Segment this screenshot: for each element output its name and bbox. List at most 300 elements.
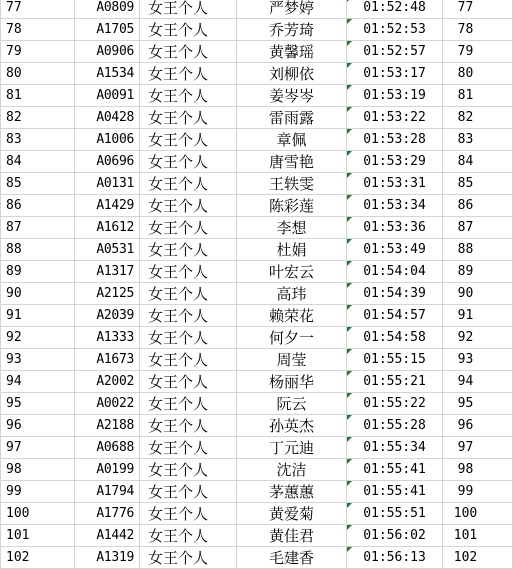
error-indicator-icon (347, 415, 352, 420)
bib-id-cell[interactable] (75, 41, 140, 63)
finish-time-cell[interactable] (347, 283, 443, 305)
finish-time-text: 01:53:49 (363, 242, 426, 257)
runner-name-text: 黄佳君 (268, 527, 314, 545)
row-number-text: 94 (6, 374, 22, 389)
category-text: 女王个人 (148, 373, 209, 391)
rank-cell[interactable] (443, 283, 513, 305)
table-row (1, 547, 513, 569)
rank-text: 97 (457, 440, 474, 455)
finish-time-cell[interactable] (347, 107, 443, 129)
runner-name-text: 高玮 (276, 285, 307, 303)
finish-time-text: 01:52:57 (363, 44, 426, 59)
runner-name-text: 周莹 (276, 351, 307, 369)
finish-time-cell[interactable] (347, 129, 443, 151)
category-cell[interactable] (140, 195, 237, 217)
finish-time-text: 01:56:13 (363, 550, 426, 565)
finish-time-text: 01:54:04 (363, 264, 426, 279)
error-indicator-icon (347, 327, 352, 332)
category-cell[interactable] (140, 327, 237, 349)
category-cell[interactable] (140, 305, 237, 327)
finish-time-cell[interactable] (347, 305, 443, 327)
category-cell[interactable] (140, 481, 237, 503)
category-cell[interactable] (140, 41, 237, 63)
runner-name-text: 陈彩莲 (268, 197, 314, 215)
category-cell[interactable] (140, 217, 237, 239)
row-number-cell[interactable] (1, 283, 75, 305)
runner-name-cell[interactable] (237, 459, 347, 481)
runner-name-cell[interactable] (237, 481, 347, 503)
finish-time-cell[interactable] (347, 503, 443, 525)
row-number-cell[interactable] (1, 217, 75, 239)
rank-cell[interactable] (443, 129, 513, 151)
row-number-text: 82 (6, 110, 22, 125)
category-cell[interactable] (140, 525, 237, 547)
finish-time-cell[interactable] (347, 371, 443, 393)
bib-id-cell[interactable] (75, 217, 140, 239)
finish-time-cell[interactable] (347, 415, 443, 437)
bib-id-text: A1776 (96, 506, 134, 521)
runner-name-cell[interactable] (237, 261, 347, 283)
bib-id-cell[interactable] (75, 481, 140, 503)
bib-id-cell[interactable] (75, 393, 140, 415)
error-indicator-icon (347, 305, 352, 310)
error-indicator-icon (347, 129, 352, 134)
finish-time-text: 01:55:51 (363, 506, 426, 521)
error-indicator-icon (347, 195, 352, 200)
error-indicator-icon (347, 393, 352, 398)
category-text: 女王个人 (148, 307, 209, 325)
bib-id-cell[interactable] (75, 19, 140, 41)
finish-time-text: 01:52:48 (363, 0, 426, 15)
category-text: 女王个人 (148, 329, 209, 347)
row-number-cell[interactable] (1, 371, 75, 393)
rank-cell[interactable] (443, 327, 513, 349)
bib-id-cell[interactable] (75, 239, 140, 261)
bib-id-text: A1319 (96, 550, 134, 565)
bib-id-cell[interactable] (75, 261, 140, 283)
runner-name-cell[interactable] (237, 107, 347, 129)
bib-id-cell[interactable] (75, 327, 140, 349)
rank-cell[interactable] (443, 85, 513, 107)
finish-time-text: 01:53:31 (363, 176, 426, 191)
row-number-text: 90 (6, 286, 22, 301)
finish-time-text: 01:53:29 (363, 154, 426, 169)
bib-id-cell[interactable] (75, 151, 140, 173)
rank-cell[interactable] (443, 305, 513, 327)
runner-name-text: 毛建香 (268, 549, 314, 567)
finish-time-cell[interactable] (347, 437, 443, 459)
category-cell[interactable] (140, 283, 237, 305)
category-text: 女王个人 (148, 461, 209, 479)
category-cell[interactable] (140, 349, 237, 371)
bib-id-cell[interactable] (75, 459, 140, 481)
row-number-cell[interactable] (1, 547, 75, 569)
table-row (1, 459, 513, 481)
category-cell[interactable] (140, 239, 237, 261)
runner-name-cell[interactable] (237, 195, 347, 217)
category-text: 女王个人 (148, 153, 209, 171)
rank-cell[interactable] (443, 415, 513, 437)
bib-id-cell[interactable] (75, 173, 140, 195)
row-number-cell[interactable] (1, 415, 75, 437)
row-number-cell[interactable] (1, 151, 75, 173)
table-row (1, 437, 513, 459)
bib-id-text: A2002 (96, 374, 134, 389)
bib-id-cell[interactable] (75, 437, 140, 459)
bib-id-cell[interactable] (75, 415, 140, 437)
bib-id-text: A1612 (96, 220, 134, 235)
error-indicator-icon (347, 261, 352, 266)
finish-time-text: 01:54:58 (363, 330, 426, 345)
runner-name-cell[interactable] (237, 349, 347, 371)
rank-text: 96 (457, 418, 474, 433)
bib-id-cell[interactable] (75, 305, 140, 327)
bib-id-cell[interactable] (75, 63, 140, 85)
rank-text: 100 (453, 506, 478, 521)
error-indicator-icon (347, 63, 352, 68)
rank-text: 79 (457, 44, 474, 59)
bib-id-text: A1006 (96, 132, 134, 147)
finish-time-cell[interactable] (347, 459, 443, 481)
table-row (1, 305, 513, 327)
rank-cell[interactable] (443, 371, 513, 393)
runner-name-cell[interactable] (237, 217, 347, 239)
finish-time-cell[interactable] (347, 217, 443, 239)
category-cell[interactable] (140, 459, 237, 481)
row-number-text: 84 (6, 154, 22, 169)
rank-cell[interactable] (443, 261, 513, 283)
rank-text: 95 (457, 396, 474, 411)
runner-name-text: 杨丽华 (268, 373, 314, 391)
runner-name-cell[interactable] (237, 41, 347, 63)
rank-cell[interactable] (443, 41, 513, 63)
finish-time-cell[interactable] (347, 261, 443, 283)
error-indicator-icon (347, 107, 352, 112)
category-text: 女王个人 (148, 43, 209, 61)
row-number-cell[interactable] (1, 85, 75, 107)
bib-id-cell[interactable] (75, 283, 140, 305)
finish-time-cell[interactable] (347, 393, 443, 415)
rank-text: 99 (457, 484, 474, 499)
runner-name-cell[interactable] (237, 19, 347, 41)
bib-id-text: A2039 (96, 308, 134, 323)
row-number-cell[interactable] (1, 349, 75, 371)
category-text: 女王个人 (148, 21, 209, 39)
rank-text: 83 (457, 132, 474, 147)
runner-name-text: 刘柳依 (268, 65, 314, 83)
category-cell[interactable] (140, 371, 237, 393)
bib-id-cell[interactable] (75, 503, 140, 525)
category-cell[interactable] (140, 261, 237, 283)
bib-id-cell[interactable] (75, 85, 140, 107)
row-number-cell[interactable] (1, 239, 75, 261)
row-number-cell[interactable] (1, 129, 75, 151)
row-number-text: 100 (6, 506, 30, 521)
rank-text: 93 (457, 352, 474, 367)
bib-id-text: A0131 (96, 176, 134, 191)
error-indicator-icon (347, 481, 352, 486)
bib-id-cell[interactable] (75, 129, 140, 151)
row-number-cell[interactable] (1, 0, 75, 19)
finish-time-text: 01:54:39 (363, 286, 426, 301)
bib-id-text: A0531 (96, 242, 134, 257)
category-text: 女王个人 (148, 65, 209, 83)
category-text: 女王个人 (148, 505, 209, 523)
category-cell[interactable] (140, 437, 237, 459)
category-text: 女王个人 (148, 197, 209, 215)
runner-name-text: 雷雨露 (268, 109, 314, 127)
category-text: 女王个人 (148, 395, 209, 413)
bib-id-text: A1442 (96, 528, 134, 543)
finish-time-text: 01:54:57 (363, 308, 426, 323)
category-text: 女王个人 (148, 285, 209, 303)
category-cell[interactable] (140, 151, 237, 173)
runner-name-text: 阮云 (276, 395, 307, 413)
error-indicator-icon (347, 371, 352, 376)
category-cell[interactable] (140, 63, 237, 85)
rank-text: 81 (457, 88, 474, 103)
row-number-cell[interactable] (1, 41, 75, 63)
bib-id-cell[interactable] (75, 0, 140, 19)
rank-cell[interactable] (443, 195, 513, 217)
row-number-text: 101 (6, 528, 30, 543)
runner-name-cell[interactable] (237, 129, 347, 151)
rank-cell[interactable] (443, 107, 513, 129)
category-cell[interactable] (140, 415, 237, 437)
row-number-text: 102 (6, 550, 30, 565)
finish-time-cell[interactable] (347, 63, 443, 85)
rank-cell[interactable] (443, 437, 513, 459)
rank-text: 77 (457, 0, 474, 15)
bib-id-text: A1333 (96, 330, 134, 345)
rank-cell[interactable] (443, 393, 513, 415)
runner-name-cell[interactable] (237, 327, 347, 349)
table-row (1, 129, 513, 151)
error-indicator-icon (347, 525, 352, 530)
runner-name-cell[interactable] (237, 63, 347, 85)
rank-cell[interactable] (443, 239, 513, 261)
finish-time-cell[interactable] (347, 19, 443, 41)
bib-id-cell[interactable] (75, 547, 140, 569)
finish-time-cell[interactable] (347, 41, 443, 63)
runner-name-cell[interactable] (237, 393, 347, 415)
rank-cell[interactable] (443, 503, 513, 525)
runner-name-cell[interactable] (237, 85, 347, 107)
category-cell[interactable] (140, 503, 237, 525)
finish-time-text: 01:53:22 (363, 110, 426, 125)
row-number-cell[interactable] (1, 63, 75, 85)
rank-text: 102 (453, 550, 478, 565)
finish-time-cell[interactable] (347, 481, 443, 503)
row-number-text: 89 (6, 264, 22, 279)
table-row (1, 195, 513, 217)
row-number-cell[interactable] (1, 327, 75, 349)
rank-cell[interactable] (443, 525, 513, 547)
rank-cell[interactable] (443, 151, 513, 173)
rank-cell[interactable] (443, 217, 513, 239)
rank-cell[interactable] (443, 349, 513, 371)
table-row (1, 85, 513, 107)
finish-time-cell[interactable] (347, 525, 443, 547)
runner-name-text: 赖荣花 (268, 307, 314, 325)
runner-name-text: 叶宏云 (268, 263, 314, 281)
runner-name-cell[interactable] (237, 371, 347, 393)
rank-cell[interactable] (443, 63, 513, 85)
runner-name-cell[interactable] (237, 525, 347, 547)
bib-id-text: A0428 (96, 110, 134, 125)
finish-time-cell[interactable] (347, 85, 443, 107)
row-number-cell[interactable] (1, 261, 75, 283)
bib-id-text: A2188 (96, 418, 134, 433)
table-row (1, 217, 513, 239)
rank-text: 101 (453, 528, 478, 543)
rank-cell[interactable] (443, 19, 513, 41)
bib-id-text: A0199 (96, 462, 134, 477)
bib-id-text: A1534 (96, 66, 134, 81)
results-table-body (1, 0, 513, 569)
finish-time-text: 01:56:02 (363, 528, 426, 543)
category-text: 女王个人 (148, 483, 209, 501)
rank-cell[interactable] (443, 547, 513, 569)
row-number-cell[interactable] (1, 107, 75, 129)
runner-name-text: 李想 (276, 219, 307, 237)
row-number-cell[interactable] (1, 525, 75, 547)
finish-time-text: 01:55:22 (363, 396, 426, 411)
category-text: 女王个人 (148, 263, 209, 281)
row-number-cell[interactable] (1, 305, 75, 327)
table-row (1, 349, 513, 371)
bib-id-cell[interactable] (75, 525, 140, 547)
runner-name-cell[interactable] (237, 283, 347, 305)
table-row (1, 19, 513, 41)
rank-cell[interactable] (443, 481, 513, 503)
error-indicator-icon (347, 217, 352, 222)
finish-time-cell[interactable] (347, 173, 443, 195)
finish-time-cell[interactable] (347, 547, 443, 569)
category-cell[interactable] (140, 547, 237, 569)
category-cell[interactable] (140, 85, 237, 107)
rank-cell[interactable] (443, 459, 513, 481)
row-number-text: 79 (6, 44, 22, 59)
category-cell[interactable] (140, 107, 237, 129)
bib-id-cell[interactable] (75, 195, 140, 217)
bib-id-cell[interactable] (75, 107, 140, 129)
runner-name-cell[interactable] (237, 503, 347, 525)
rank-cell[interactable] (443, 0, 513, 19)
bib-id-text: A0688 (96, 440, 134, 455)
table-row (1, 151, 513, 173)
table-row (1, 415, 513, 437)
row-number-text: 99 (6, 484, 22, 499)
runner-name-text: 杜娟 (276, 241, 307, 259)
rank-cell[interactable] (443, 173, 513, 195)
runner-name-cell[interactable] (237, 437, 347, 459)
rank-text: 88 (457, 242, 474, 257)
error-indicator-icon (347, 19, 352, 24)
category-cell[interactable] (140, 393, 237, 415)
runner-name-text: 章佩 (276, 131, 307, 149)
row-number-text: 92 (6, 330, 22, 345)
table-row (1, 63, 513, 85)
finish-time-text: 01:53:34 (363, 198, 426, 213)
category-text: 女王个人 (148, 175, 209, 193)
row-number-text: 85 (6, 176, 22, 191)
finish-time-cell[interactable] (347, 239, 443, 261)
category-cell[interactable] (140, 0, 237, 19)
row-number-cell[interactable] (1, 393, 75, 415)
bib-id-text: A1317 (96, 264, 134, 279)
finish-time-cell[interactable] (347, 151, 443, 173)
table-row (1, 261, 513, 283)
bib-id-text: A1705 (96, 22, 134, 37)
table-row (1, 327, 513, 349)
category-cell[interactable] (140, 129, 237, 151)
row-number-cell[interactable] (1, 459, 75, 481)
error-indicator-icon (347, 283, 352, 288)
runner-name-cell[interactable] (237, 305, 347, 327)
runner-name-cell[interactable] (237, 547, 347, 569)
row-number-text: 81 (6, 88, 22, 103)
bib-id-text: A0809 (96, 0, 134, 15)
row-number-text: 86 (6, 198, 22, 213)
row-number-cell[interactable] (1, 173, 75, 195)
category-cell[interactable] (140, 19, 237, 41)
runner-name-cell[interactable] (237, 0, 347, 19)
finish-time-text: 01:55:34 (363, 440, 426, 455)
runner-name-text: 唐雪艳 (268, 153, 314, 171)
bib-id-text: A0696 (96, 154, 134, 169)
table-row (1, 239, 513, 261)
row-number-cell[interactable] (1, 195, 75, 217)
finish-time-text: 01:55:15 (363, 352, 426, 367)
row-number-cell[interactable] (1, 503, 75, 525)
error-indicator-icon (347, 437, 352, 442)
bib-id-cell[interactable] (75, 349, 140, 371)
category-cell[interactable] (140, 173, 237, 195)
rank-text: 89 (457, 264, 474, 279)
bib-id-text: A2125 (96, 286, 134, 301)
finish-time-cell[interactable] (347, 0, 443, 19)
error-indicator-icon (347, 239, 352, 244)
rank-text: 94 (457, 374, 474, 389)
rank-text: 86 (457, 198, 474, 213)
row-number-cell[interactable] (1, 481, 75, 503)
runner-name-cell[interactable] (237, 415, 347, 437)
bib-id-cell[interactable] (75, 371, 140, 393)
bib-id-text: A1429 (96, 198, 134, 213)
finish-time-text: 01:53:36 (363, 220, 426, 235)
runner-name-text: 黄爱菊 (268, 505, 314, 523)
rank-text: 84 (457, 154, 474, 169)
finish-time-cell[interactable] (347, 327, 443, 349)
finish-time-cell[interactable] (347, 349, 443, 371)
table-row (1, 371, 513, 393)
row-number-cell[interactable] (1, 437, 75, 459)
category-text: 女王个人 (148, 351, 209, 369)
row-number-cell[interactable] (1, 19, 75, 41)
finish-time-cell[interactable] (347, 195, 443, 217)
table-row (1, 481, 513, 503)
runner-name-text: 丁元迪 (268, 439, 314, 457)
category-text: 女王个人 (148, 87, 209, 105)
rank-text: 82 (457, 110, 474, 125)
runner-name-cell[interactable] (237, 151, 347, 173)
row-number-text: 97 (6, 440, 22, 455)
row-number-text: 80 (6, 66, 22, 81)
rank-text: 85 (457, 176, 474, 191)
runner-name-cell[interactable] (237, 239, 347, 261)
runner-name-cell[interactable] (237, 173, 347, 195)
